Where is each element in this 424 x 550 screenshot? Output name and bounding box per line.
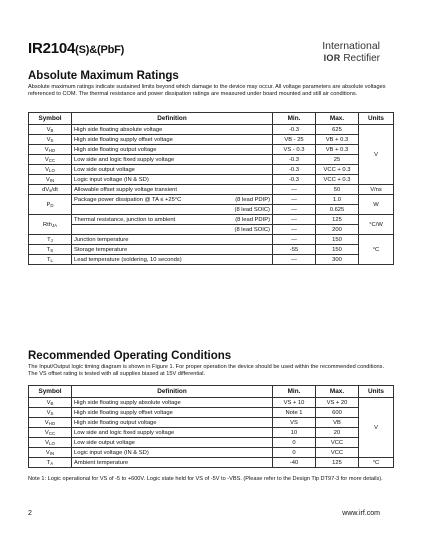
max-cell: VCC — [316, 448, 359, 458]
min-cell: -0.3 — [273, 175, 316, 185]
units-cell: V/ns — [359, 185, 394, 195]
min-cell: — — [273, 185, 316, 195]
footnote: Note 1: Logic operational for VS of -5 to +600V. Logic state held for VS of -5V to -VBS. (Please refer to the Design Tip DT97-3 for more details). — [28, 476, 383, 482]
rec-op-description: The Input/Output logic timing diagram is shown in Figure 1. For proper operation the device should be used within the recommended conditions. The VS offset rating is tested with all supplies biased at 15V differential. — [28, 364, 385, 377]
max-cell: 0.625 — [316, 205, 359, 215]
part-suffix-s: (S) — [75, 44, 90, 56]
table-row — [29, 408, 394, 418]
definition-cell: High side floating output voltage — [72, 145, 273, 155]
min-cell: -40 — [273, 458, 316, 468]
table-row — [29, 245, 394, 255]
max-cell: 125 — [316, 458, 359, 468]
max-cell: 200 — [316, 225, 359, 235]
symbol-cell: $T_J$ — [29, 235, 72, 245]
definition-cell: Logic input voltage (IN & SD) — [72, 448, 273, 458]
symbol-cell: $V_S$ — [29, 408, 72, 418]
max-cell: VB + 0.3 — [316, 145, 359, 155]
col-max: Max. — [316, 113, 359, 125]
max-cell: 125 — [316, 215, 359, 225]
max-cell: 300 — [316, 255, 359, 265]
definition-cell: Low side and logic fixed supply voltage — [72, 155, 273, 165]
col-definition: Definition — [72, 113, 273, 125]
col-max: Max. — [316, 386, 359, 398]
min-cell: VB - 25 — [273, 135, 316, 145]
max-cell: 50 — [316, 185, 359, 195]
definition-cell: (8 lead SOIC) — [72, 205, 273, 215]
min-cell: — — [273, 215, 316, 225]
symbol-cell: $V_{LO}$ — [29, 165, 72, 175]
symbol-cell: $V_S$ — [29, 135, 72, 145]
min-cell: -0.3 — [273, 155, 316, 165]
min-cell: -0.3 — [273, 165, 316, 175]
table-row — [29, 195, 394, 205]
max-cell: VS + 20 — [316, 398, 359, 408]
min-cell: VS — [273, 418, 316, 428]
symbol-cell: $V_B$ — [29, 125, 72, 135]
min-cell: — — [273, 235, 316, 245]
col-units: Units — [359, 386, 394, 398]
definition-cell: Low side and logic fixed supply voltage — [72, 428, 273, 438]
table-row — [29, 205, 394, 215]
symbol-cell: $V_{LO}$ — [29, 438, 72, 448]
max-cell: 625 — [316, 125, 359, 135]
table-row — [29, 145, 394, 155]
units-cell: °C/W — [359, 215, 394, 235]
abs-max-description: Absolute maximum ratings indicate sustained limits beyond which damage to the device may occur. All voltage parameters are absolute voltages referenced to COM. The thermal resistance and power dissipation ratings are measured under board mounted and still air conditions. — [28, 84, 386, 97]
definition-cell: Storage temperature — [72, 245, 273, 255]
definition-cell: Package power dissipation @ TA ≤ +25°C (8 lead PDIP) — [72, 195, 273, 205]
abs-max-table — [28, 112, 394, 265]
min-cell: VS - 0.3 — [273, 145, 316, 155]
table-row — [29, 458, 394, 468]
abs-max-title: Absolute Maximum Ratings — [28, 70, 179, 82]
brand-line-1: International — [322, 40, 380, 52]
symbol-cell: $V_{IN}$ — [29, 448, 72, 458]
definition-cell: High side floating supply absolute voltage — [72, 398, 273, 408]
symbol-cell: $V_B$ — [29, 398, 72, 408]
col-definition: Definition — [72, 386, 273, 398]
min-cell: — — [273, 225, 316, 235]
definition-cell: Low side output voltage — [72, 165, 273, 175]
definition-cell: Logic input voltage (IN & SD) — [72, 175, 273, 185]
symbol-cell: $V_{CC}$ — [29, 428, 72, 438]
col-min: Min. — [273, 113, 316, 125]
part-suffix-pbf: &(PbF) — [89, 44, 125, 56]
definition-cell: Thermal resistance, junction to ambient (8 lead PDIP) — [72, 215, 273, 225]
units-cell: °C — [359, 458, 394, 468]
units-cell: W — [359, 195, 394, 215]
definition-cell: Low side output voltage — [72, 438, 273, 448]
table-header-row — [29, 386, 394, 398]
col-symbol: Symbol — [29, 386, 72, 398]
min-cell: 10 — [273, 428, 316, 438]
max-cell: 25 — [316, 155, 359, 165]
max-cell: VCC — [316, 438, 359, 448]
part-main: IR2104 — [28, 40, 76, 57]
definition-cell: Junction temperature — [72, 235, 273, 245]
definition-cell: Allowable offset supply voltage transient — [72, 185, 273, 195]
table-row — [29, 175, 394, 185]
max-cell: 150 — [316, 235, 359, 245]
table-row — [29, 255, 394, 265]
symbol-cell: $P_D$ — [29, 195, 72, 215]
brand-logo — [322, 40, 380, 65]
col-units: Units — [359, 113, 394, 125]
rec-op-title: Recommended Operating Conditions — [28, 350, 232, 362]
units-cell: V — [359, 125, 394, 185]
definition-cell: High side floating output voltage — [72, 418, 273, 428]
max-cell: VCC + 0.3 — [316, 165, 359, 175]
definition-cell: High side floating supply offset voltage — [72, 135, 273, 145]
table-row — [29, 125, 394, 135]
min-cell: — — [273, 195, 316, 205]
col-min: Min. — [273, 386, 316, 398]
units-cell: °C — [359, 235, 394, 265]
min-cell: — — [273, 255, 316, 265]
table-row — [29, 215, 394, 225]
table-row — [29, 448, 394, 458]
definition-cell: (8 lead SOIC) — [72, 225, 273, 235]
symbol-cell: Rth$_{JA}$ — [29, 215, 72, 235]
min-cell: VS + 10 — [273, 398, 316, 408]
max-cell: 20 — [316, 428, 359, 438]
max-cell: VB — [316, 418, 359, 428]
symbol-cell: $V_{HO}$ — [29, 145, 72, 155]
min-cell: — — [273, 205, 316, 215]
brand-mark: IOR — [323, 53, 341, 63]
max-cell: VCC + 0.3 — [316, 175, 359, 185]
col-symbol: Symbol — [29, 113, 72, 125]
symbol-cell: $V_{IN}$ — [29, 175, 72, 185]
table-row — [29, 155, 394, 165]
table-row — [29, 428, 394, 438]
table-header-row — [29, 113, 394, 125]
symbol-cell: $T_L$ — [29, 255, 72, 265]
min-cell: 0 — [273, 448, 316, 458]
website-link[interactable]: www.irf.com — [342, 510, 380, 517]
min-cell: -55 — [273, 245, 316, 255]
symbol-cell: $T_S$ — [29, 245, 72, 255]
min-cell: -0.3 — [273, 125, 316, 135]
table-row — [29, 185, 394, 195]
table-row — [29, 235, 394, 245]
definition-cell: Lead temperature (soldering, 10 seconds) — [72, 255, 273, 265]
page-number: 2 — [28, 510, 32, 517]
max-cell: VB + 0.3 — [316, 135, 359, 145]
definition-cell: High side floating supply offset voltage — [72, 408, 273, 418]
symbol-cell: $dV_s/dt$ — [29, 185, 72, 195]
min-cell: 0 — [273, 438, 316, 448]
table-row — [29, 398, 394, 408]
max-cell: 600 — [316, 408, 359, 418]
units-cell: V — [359, 398, 394, 458]
table-row — [29, 438, 394, 448]
symbol-cell: $V_{CC}$ — [29, 155, 72, 165]
definition-cell: High side floating absolute voltage — [72, 125, 273, 135]
table-row — [29, 225, 394, 235]
rec-op-table — [28, 385, 394, 468]
min-cell: Note 1 — [273, 408, 316, 418]
part-number — [28, 40, 124, 57]
table-row — [29, 135, 394, 145]
symbol-cell: $V_{HO}$ — [29, 418, 72, 428]
max-cell: 150 — [316, 245, 359, 255]
definition-cell: Ambient temperature — [72, 458, 273, 468]
brand-line-2: Rectifier — [343, 53, 380, 64]
table-row — [29, 418, 394, 428]
symbol-cell: $T_A$ — [29, 458, 72, 468]
table-row — [29, 165, 394, 175]
max-cell: 1.0 — [316, 195, 359, 205]
